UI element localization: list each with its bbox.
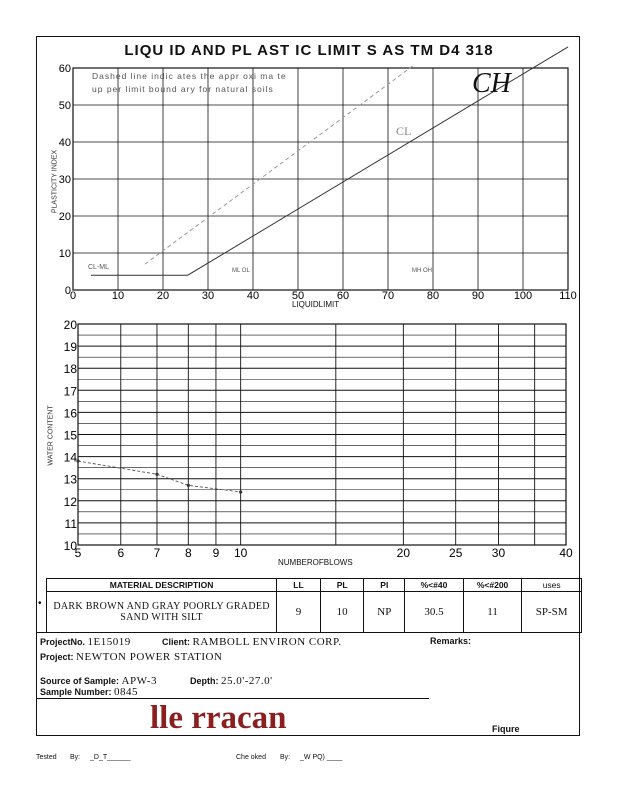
x-tick-label: 100 xyxy=(513,290,533,302)
y-tick-label: 14 xyxy=(63,450,77,465)
cell-description xyxy=(47,592,277,633)
zone-label-cl-ml: CL-ML xyxy=(88,264,110,271)
y-tick-label: 16 xyxy=(63,406,77,421)
checked-by-label: By: xyxy=(280,754,291,761)
tested-label: Tested xyxy=(36,754,57,761)
x-tick-label: 30 xyxy=(201,290,215,302)
x-tick-label: 40 xyxy=(246,290,260,302)
y-tick-label: 40 xyxy=(58,137,71,149)
plasticity-ylabel: PLASTICITY INDEX xyxy=(51,149,59,214)
x-tick-label: 70 xyxy=(381,290,395,302)
y-tick-label: 18 xyxy=(63,362,77,377)
report-title: LIQU ID AND PL AST IC LIMIT S AS TM D4 318 xyxy=(124,42,494,59)
figure-label: Fiqure xyxy=(492,724,520,734)
y-tick-label: 10 xyxy=(58,248,71,260)
project xyxy=(40,651,222,663)
header-pass40: %<#40 xyxy=(405,579,464,592)
x-tick-label: 6 xyxy=(117,546,125,560)
y-tick-label: 50 xyxy=(58,100,71,112)
client-label: Client: xyxy=(162,637,190,647)
flow-point xyxy=(239,490,242,493)
cell-pass200: 11 xyxy=(463,592,522,633)
x-tick-label: 10 xyxy=(233,546,248,560)
zone-label-cl: CL xyxy=(396,124,412,138)
x-tick-label: 60 xyxy=(336,290,350,302)
project-label: Project: xyxy=(40,652,74,662)
source-label: Source of Sample: xyxy=(40,676,120,686)
x-tick-label: 0 xyxy=(69,290,77,302)
flow-xlabel: NUMBEROFBLOWS xyxy=(278,558,353,567)
depth-value: 25.0'-27.0' xyxy=(221,675,273,687)
table-row xyxy=(47,592,582,633)
description-line2: SAND WITH SILT xyxy=(120,612,203,623)
header-uses: uses xyxy=(522,579,582,592)
remarks-label: Remarks: xyxy=(430,636,472,646)
cell-ll: 9 xyxy=(277,592,321,633)
depth xyxy=(190,675,273,687)
source-value: APW-3 xyxy=(121,675,158,687)
checked-label: Che oked xyxy=(236,754,266,761)
y-tick-label: 10 xyxy=(63,539,77,553)
divider xyxy=(36,632,580,633)
cell-pass40: 30.5 xyxy=(405,592,464,633)
x-tick-label: 20 xyxy=(396,546,411,560)
description-line1: DARK BROWN AND GRAY POORLY GRADED xyxy=(53,601,270,612)
row-bullet: • xyxy=(38,598,42,609)
client xyxy=(162,636,342,648)
header-pi: PI xyxy=(364,579,405,592)
project-number-value: 1E15019 xyxy=(87,636,131,648)
zone-label-mh-oh: MH OH xyxy=(412,268,432,274)
project-number-label: ProjectNo. xyxy=(40,637,86,647)
flow-point xyxy=(155,473,158,476)
x-tick-label: 30 xyxy=(491,546,506,560)
company-logo: lle rracan xyxy=(150,700,287,736)
sample-number xyxy=(40,686,138,698)
sample-number-label: Sample Number: xyxy=(40,687,112,697)
sample-number-value: 0845 xyxy=(114,686,139,698)
cell-uses: SP-SM xyxy=(522,592,582,633)
x-tick-label: 8 xyxy=(184,546,192,560)
material-table xyxy=(46,578,582,633)
x-tick-label: 20 xyxy=(156,290,170,302)
header-description: MATERIAL DESCRIPTION xyxy=(47,579,277,592)
divider xyxy=(36,698,429,699)
flow-chart-grid xyxy=(78,324,566,545)
header-pass200: %<#200 xyxy=(463,579,522,592)
project-value: NEWTON POWER STATION xyxy=(76,651,223,663)
y-tick-label: 20 xyxy=(58,211,71,223)
y-tick-label: 13 xyxy=(63,472,77,487)
x-tick-label: 110 xyxy=(559,290,577,302)
y-tick-label: 0 xyxy=(64,285,71,297)
zone-label-ch: CH xyxy=(472,68,511,99)
flow-chart-lines xyxy=(76,459,242,493)
y-tick-label: 12 xyxy=(63,494,77,509)
x-tick-label: 50 xyxy=(291,290,305,302)
depth-label: Depth: xyxy=(190,676,219,686)
y-tick-label: 19 xyxy=(63,340,77,355)
plasticity-xlabel: LIQUIDLIMIT xyxy=(292,300,340,309)
header-pl: PL xyxy=(320,579,364,592)
cell-pl: 10 xyxy=(320,592,364,633)
x-tick-label: 90 xyxy=(471,290,485,302)
x-tick-label: 7 xyxy=(153,546,161,560)
client-value: RAMBOLL ENVIRON CORP. xyxy=(192,636,342,648)
chart-note-line1: Dashed line indic ates the appr oxi ma te xyxy=(92,71,287,81)
y-tick-label: 30 xyxy=(58,174,71,186)
x-tick-label: 10 xyxy=(111,290,125,302)
y-tick-label: 60 xyxy=(58,63,71,75)
chart-note-line2: up per limit bound ary for natural soils xyxy=(92,84,274,94)
x-tick-label: 40 xyxy=(559,546,573,560)
header-ll: LL xyxy=(277,579,321,592)
checked-by-value: _W PQ) ____ xyxy=(300,754,343,761)
x-tick-label: 80 xyxy=(426,290,440,302)
project-number xyxy=(40,636,131,648)
cell-pi: NP xyxy=(364,592,405,633)
material-table-header xyxy=(47,579,582,592)
plasticity-chart-grid xyxy=(73,68,568,290)
y-tick-label: 17 xyxy=(63,384,77,399)
y-tick-label: 20 xyxy=(63,318,77,332)
x-tick-label: 9 xyxy=(212,546,220,560)
tested-by-value: _D_T______ xyxy=(90,754,131,761)
x-tick-label: 25 xyxy=(449,546,463,560)
flow-ylabel: WATER CONTENT xyxy=(47,405,55,466)
y-tick-label: 15 xyxy=(63,428,77,443)
flow-point xyxy=(187,484,190,487)
y-tick-label: 11 xyxy=(64,516,77,531)
zone-label-ml-ol: ML OL xyxy=(232,268,250,274)
x-tick-label: 5 xyxy=(74,546,82,560)
flow-chart-ticks xyxy=(64,318,573,560)
tested-by-label: By: xyxy=(70,754,81,761)
